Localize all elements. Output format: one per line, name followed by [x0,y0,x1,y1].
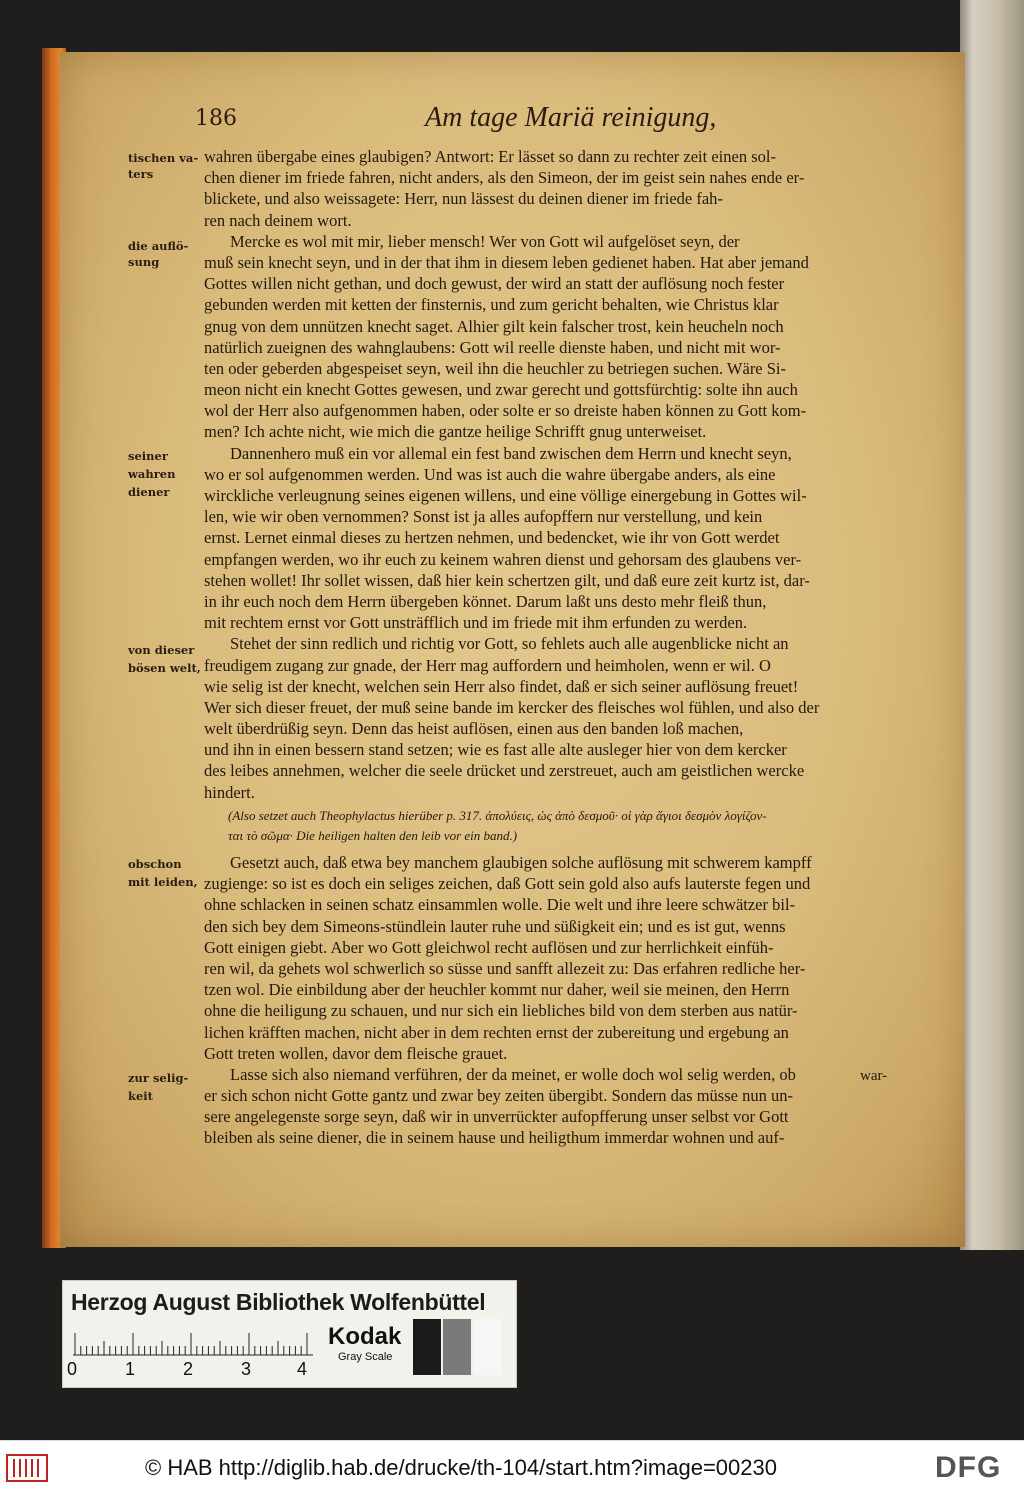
page-number: 186 [195,106,237,131]
gray-swatch-light [473,1319,501,1375]
text-line: gnug von dem unnützen knecht saget. Alhier gilt kein falscher trost, kein heucheln noch [204,316,784,336]
text-line: Lasse sich also niemand verführen, der da meinet, er wolle doch wol selig werden, ob [230,1064,796,1084]
text-line: len, wie wir oben vernommen? Sonst ist ja alles aufopffern nur verstellung, und kein [204,507,763,527]
text-line: sere angelegenste sorge seyn, daß wir in unverrückter aufopfferung unser selbst vor Gott [204,1107,789,1127]
body-text-block [204,146,924,803]
margin-note: bösen welt, [128,661,201,675]
gray-swatch-mid [443,1319,471,1375]
margin-note: mit leiden, [128,875,198,889]
text-line: Gott einigen giebt. Aber wo Gott gleichwol recht auflösen und zur herrlichkeit einfüh- [204,937,774,957]
margin-note: zur selig- [128,1071,189,1085]
text-line: lichen kräfften machen, nicht aber in dem rechten ernst der zubereitung und ergebung an [204,1022,789,1042]
margin-note: seiner [128,449,168,463]
text-line: Wer sich dieser freuet, der muß seine bande im kercker des fleisches wol fühlen, und also der [204,697,820,717]
color-checker-card [62,1280,517,1388]
text-line: welt überdrüßig seyn. Denn das heist auflösen, einen aus den banden loß machen, [204,719,744,739]
text-line: wirckliche verleugnung seines eigenen willens, und eine völlige einergebung in Gottes wil- [204,486,807,505]
gray-scale-label: Gray Scale [338,1351,393,1363]
text-line: wahren übergabe eines glaubigen? Antwort: Er lässet so dann zu rechter zeit einen sol- [204,147,776,166]
ruler-scale [73,1325,313,1357]
text-line: ohne schlacken in seinen schatz einsammlen wolle. Die welt und ihre leere schwätzer bil- [204,895,796,915]
margin-note: die auflö- [128,239,189,253]
text-line: meon nicht ein knecht Gottes gewesen, und zwar gerecht und gottsfürchtig: solte ihn auch [204,380,798,400]
margin-note: wahren [128,467,176,481]
footer-bar [0,1440,1024,1495]
ruler-number: 4 [297,1359,308,1379]
note-line: ται τὸ σῶμα· Die heiligen halten den leib vor ein band.) [228,828,518,843]
gray-swatch-dark [413,1319,441,1375]
text-line: freudigem zugang zur gnade, der Herr mag auffordern und heimholen, wenn er wil. O [204,655,771,675]
text-line: Dannenhero muß ein vor allemal ein fest band zwischen dem Herrn und knecht seyn, [230,443,792,463]
text-line: ohne die heiligung zu schauen, und nur sich ein liebliches bild von dem sterben aus natür- [204,1001,798,1021]
text-line: Stehet der sinn redlich und richtig vor Gott, so fehlets auch alle augenblicke nicht an [230,634,789,654]
text-line: tzen wol. Die einbildung aber der heuchler kommt nur daher, weil sie meinen, den Herrn [204,980,790,1000]
text-line: men? Ich achte nicht, wie mich die gantze heilige Schrifft gnug unterweiset. [204,422,707,442]
text-line: Mercke es wol mit mir, lieber mensch! Wer von Gott wil aufgelöset seyn, der [230,231,740,251]
text-line: den sich bey dem Simeons-stündlein lauter ruhe und süßigkeit ein; und es ist gut, wenns [204,916,786,936]
margin-note: von dieser [128,643,195,657]
text-line: gebunden werden mit ketten der finsternis, und zum gericht behalten, wie Christus klar [204,295,779,315]
text-line: stehen wollet! Ihr sollet wissen, daß hier kein schertzen gilt, und daß eure zeit kurtz ist, dar- [204,570,810,590]
text-line: wie selig ist der knecht, welchen sein Herr also findet, daß er sich seiner auflösung freuet! [204,676,799,696]
margin-note: sung [128,255,160,269]
text-line: bleiben als seine diener, die in seinem hause und heiligthum immerdar wohnen und auf- [204,1128,785,1148]
margin-note: obschon [128,857,182,871]
text-line: blickete, und also weissagete: Herr, nun lässest du deinen diener im friede fah- [204,189,723,209]
text-line: mit rechtem ernst vor Gott unsträfflich und im friede mit ihm erfunden zu werden. [204,613,748,633]
margin-note: diener [128,485,170,499]
text-line: in ihr euch noch dem Herrn übergeben könnet. Darum laßt uns desto mehr fleiß thun, [204,591,767,611]
text-line: ten oder geberden abgespeiset seyn, weil ihn die heuchler zu betriegen suchen. Wäre Si- [204,358,787,378]
margin-note: ters [128,167,154,181]
text-line: zugienge: so ist es doch ein seliges zeichen, daß Gott sein gold also aufs lauterste fegen und [204,874,811,894]
note-line: (Also setzet auch Theophylactus hierüber p. 317. ἀπολύεις, ὡς ἀπὸ δεσμοῦ· οἱ γὰρ ἅγιοι δεσμὸν λογίζον- [228,808,767,823]
text-line: Gottes willen nicht gethan, und doch gewust, der wird an statt der auflösung noch fester [204,274,785,294]
text-line: ren nach deinem wort. [204,210,352,230]
text-line: chen diener im friede fahren, nicht anders, als den Simeon, der im geist sein nahes ende er- [204,168,805,188]
ruler-number: 2 [183,1359,194,1379]
text-line: ren wil, da gehets wol schwerlich so süsse und sanfft allezeit zu: Das erfahren redliche her- [204,958,806,978]
text-line: hindert. [204,782,255,802]
book-cover-edge [960,0,1024,1250]
catchword: war- [860,1068,888,1084]
text-line: empfangen werden, wo ihr euch zu keinem wahren dienst und gehorsam des glaubens ver- [204,549,802,569]
text-line: muß sein knecht seyn, und in der that ihm in diesem leben gedienet haben. Hat aber jemand [204,252,809,272]
dfg-logo: DFG [935,1451,1002,1484]
running-head [195,102,895,142]
hab-logo-icon [6,1451,48,1485]
text-line: des leibes annehmen, welcher die seele drücket und zerstreuet, auch am geistlichen wercke [204,761,805,781]
text-line: und ihn in einen bessern stand setzen; wie es fast alle alte ausleger hier von dem kercker [204,740,787,760]
ruler-number: 0 [67,1359,78,1379]
text-line: Gott treten wollen, davor dem fleische grauet. [204,1043,508,1063]
copyright-link[interactable]: © HAB http://diglib.hab.de/drucke/th-104/start.htm?image=00230 [145,1455,777,1480]
margin-note: keit [128,1089,153,1103]
text-line: wol der Herr also aufgenommen haben, oder solte er so dreiste haben können zu Gott kom- [204,401,807,421]
text-line: natürlich zueignen des wahnglaubens: Gott wil reelle dienste haben, und nicht mit wor- [204,337,781,357]
text-line: er sich schon nicht Gotte gantz und zwar bey zeiten übergibt. Sondern das müsse nun un- [204,1086,793,1106]
library-name: Herzog August Bibliothek Wolfenbüttel [71,1289,486,1315]
margin-note: tischen va- [128,151,199,165]
text-line: Gesetzt auch, daß etwa bey manchem glaubigen solche auflösung mit schwerem kampff [230,853,812,872]
text-line: wo er sol aufgenommen werden. Und was ist auch die wahre übergabe anders, als eine [204,464,776,484]
text-line: ernst. Lernet einmal dieses zu hertzen nehmen, und bedencket, wie ihr von Gott werdet [204,528,780,548]
running-title: Am tage Mariä reinigung, [425,102,717,133]
kodak-logo: Kodak [328,1323,402,1350]
body-text-block [204,852,924,1149]
ruler-number: 1 [125,1359,136,1379]
footnote-block [228,806,918,846]
ruler-number: 3 [241,1359,252,1379]
